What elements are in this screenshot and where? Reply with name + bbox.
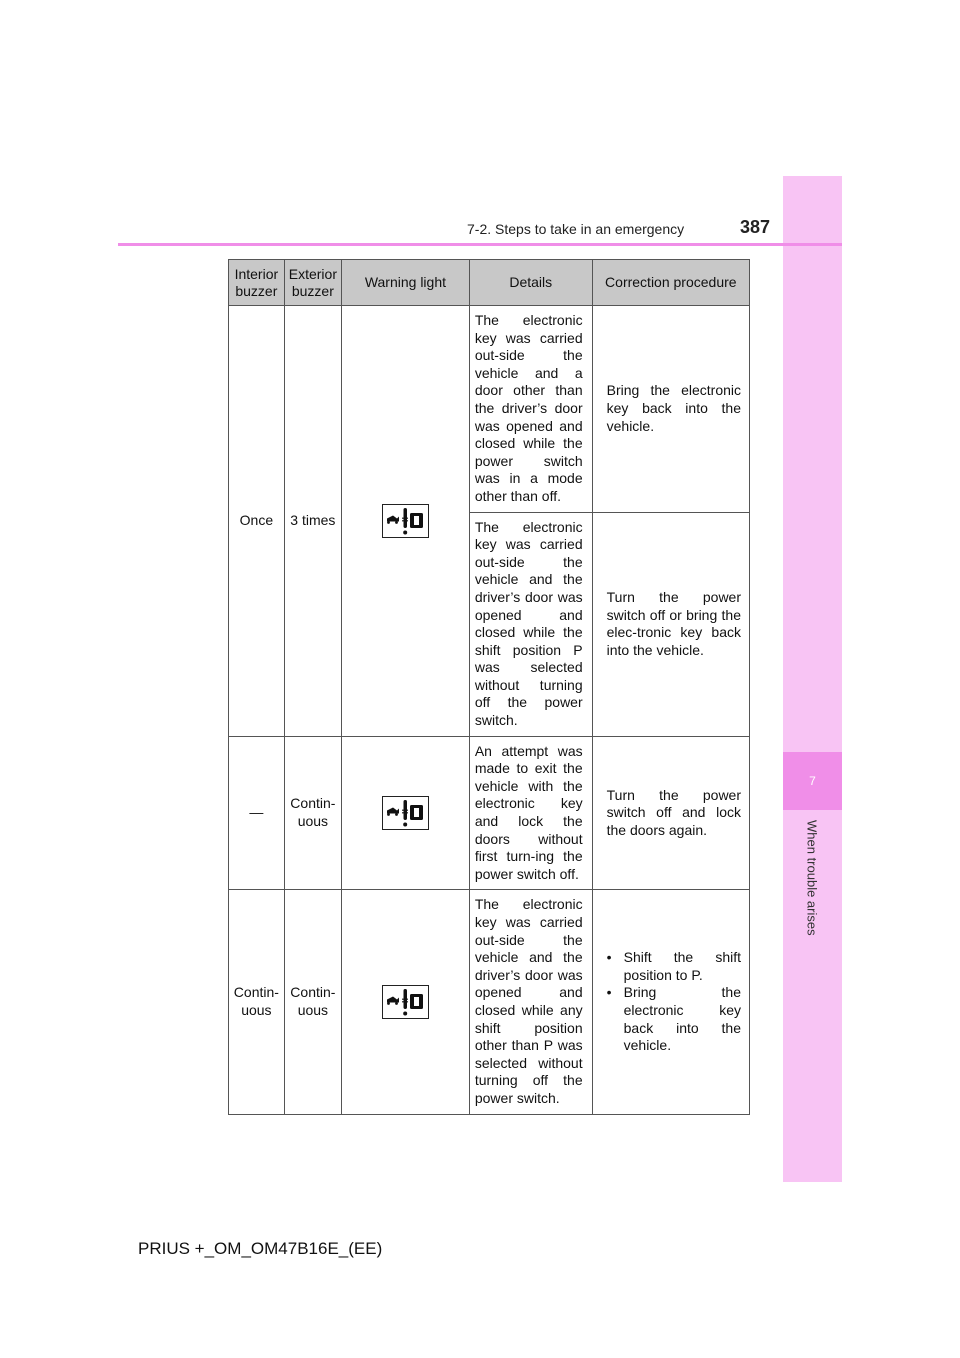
correction-cell: Bring the electronic key back into the vehicle. (592, 306, 749, 513)
bullet-dot: • (606, 984, 612, 1001)
table-row (229, 736, 750, 890)
correction-bullet-text: Bring the electronic key back into the vehicle. (623, 984, 741, 1054)
header-details: Details (469, 260, 592, 306)
chapter-label: When trouble arises (804, 820, 820, 936)
bullet-dot: • (606, 949, 612, 966)
chapter-number-badge: 7 (783, 752, 842, 810)
details-cell: The electronic key was carried out-side the vehicle and a door other than the driver’s door was opened and closed while the power switch was in a mode other than off. (469, 306, 592, 513)
header-correction-procedure: Correction procedure (592, 260, 749, 306)
correction-bullet-text: Shift the shift position to P. (623, 949, 741, 983)
table-row (229, 306, 750, 513)
header-interior-buzzer: Interior buzzer (229, 260, 285, 306)
header-rule (118, 243, 842, 246)
document-code: PRIUS +_OM_OM47B16E_(EE) (138, 1239, 383, 1258)
warning-buzzer-table (228, 259, 750, 1115)
table-header-row (229, 260, 750, 306)
details-cell: The electronic key was carried out-side the vehicle and the driver’s door was opened and closed while any shift position other than P was selected without turning off the power switch. (469, 890, 592, 1114)
warning-light-cell (341, 890, 469, 1114)
interior-buzzer-cell: Once (229, 306, 285, 737)
chapter-side-tab (783, 176, 842, 1182)
exterior-buzzer-cell: 3 times (284, 306, 341, 737)
key-not-in-vehicle-icon (382, 985, 429, 1019)
warning-light-cell (341, 736, 469, 890)
interior-buzzer-cell: — (229, 736, 285, 890)
correction-cell: Turn the power switch off and lock the doors again. (592, 736, 749, 890)
correction-cell (592, 890, 749, 1114)
warning-light-cell (341, 306, 469, 737)
interior-buzzer-cell: Contin-uous (229, 890, 285, 1114)
details-cell: An attempt was made to exit the vehicle with the electronic key and lock the doors without first turn-ing the power switch off. (469, 736, 592, 890)
header-warning-light: Warning light (341, 260, 469, 306)
correction-bullet (607, 949, 741, 984)
exterior-buzzer-cell: Contin-uous (284, 890, 341, 1114)
header-exterior-buzzer: Exterior buzzer (284, 260, 341, 306)
correction-cell: Turn the power switch off or bring the elec-tronic key back into the vehicle. (592, 512, 749, 736)
details-cell: The electronic key was carried out-side the vehicle and the driver’s door was opened and closed while the shift position P was selected without turning off the power switch. (469, 512, 592, 736)
page-number: 387 (740, 217, 771, 237)
section-title: 7-2. Steps to take in an emergency (467, 221, 685, 237)
exterior-buzzer-cell: Contin-uous (284, 736, 341, 890)
key-not-in-vehicle-icon (382, 796, 429, 830)
table-row (229, 890, 750, 1114)
key-not-in-vehicle-icon (382, 504, 429, 538)
correction-bullet (607, 984, 741, 1054)
